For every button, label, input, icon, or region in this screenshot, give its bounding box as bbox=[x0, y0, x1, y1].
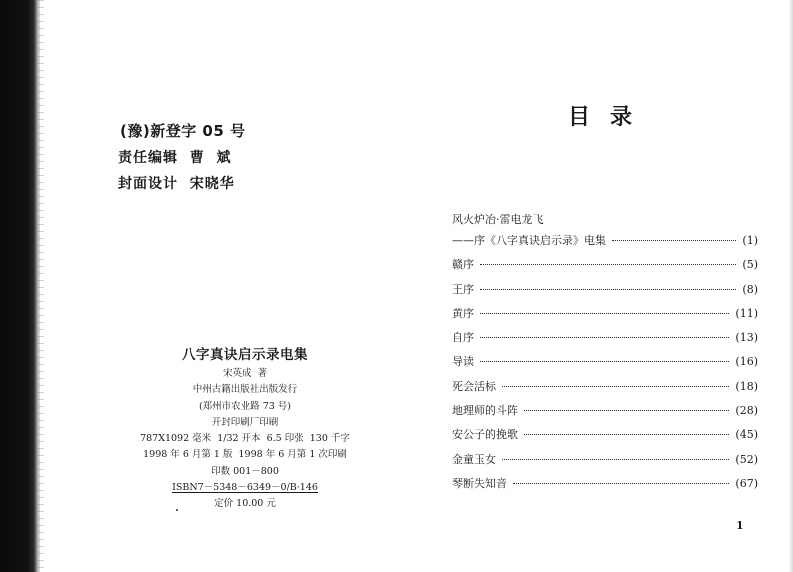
toc-entry[interactable] bbox=[452, 402, 758, 426]
dot-leader bbox=[524, 410, 729, 411]
page-number: 1 bbox=[736, 519, 744, 532]
price-line: 定价 10.00 元 bbox=[214, 498, 276, 510]
dot-leader bbox=[480, 313, 729, 314]
toc-entry-page: (18) bbox=[735, 379, 758, 393]
dot-leader bbox=[480, 289, 736, 290]
toc-entry[interactable] bbox=[452, 305, 758, 329]
toc-heading: 风火炉冶·雷电龙飞 bbox=[452, 213, 544, 226]
toc-entry-page: (5) bbox=[742, 258, 758, 272]
toc-entry-page: (45) bbox=[735, 428, 758, 442]
dot-leader bbox=[612, 240, 736, 241]
toc-entry-page: (67) bbox=[735, 476, 758, 490]
printer-line: 开封印刷厂印刷 bbox=[211, 416, 279, 428]
toc-entry-label: 王序 bbox=[452, 282, 474, 296]
scan-edge-noise bbox=[38, 0, 44, 572]
toc-entry[interactable] bbox=[452, 353, 758, 377]
imprint-credits bbox=[118, 120, 318, 193]
dot-leader bbox=[480, 264, 736, 265]
toc-entry-label: 死会活标 bbox=[452, 379, 496, 393]
page-edge-shadow bbox=[789, 0, 793, 572]
book-spine-shadow bbox=[0, 0, 40, 572]
colophon bbox=[120, 343, 370, 513]
toc-entry-label: 黄序 bbox=[452, 306, 474, 320]
toc-entry-page: (16) bbox=[735, 355, 758, 369]
toc-entry-label: 地理师的斗阵 bbox=[452, 404, 518, 418]
publisher-address: (郑州市农业路 73 号) bbox=[198, 400, 292, 412]
cover-designer-credit: 封面设计 宋晓华 bbox=[118, 176, 235, 192]
dot-leader bbox=[502, 386, 729, 387]
toc-entry-page: (11) bbox=[735, 306, 758, 320]
dot-leader bbox=[502, 459, 729, 460]
toc-entry-label: 琴断失知音 bbox=[452, 476, 507, 490]
toc-entry-label: ——序《八字真诀启示录》电集 bbox=[452, 234, 606, 247]
toc-entry[interactable] bbox=[452, 378, 758, 402]
print-run-line: 印数 001－800 bbox=[211, 465, 279, 477]
toc-entry[interactable] bbox=[452, 329, 758, 353]
format-line: 787X1092 毫米 1/32 开本 6.5 印张 130 千字 bbox=[140, 433, 350, 445]
registration-number: (豫)新登字 05 号 bbox=[120, 122, 246, 140]
toc-entry-label: 导读 bbox=[452, 355, 474, 369]
toc-entry[interactable] bbox=[452, 281, 758, 305]
toc-entry-page: (52) bbox=[735, 452, 758, 466]
scan-speck bbox=[176, 509, 178, 511]
dot-leader bbox=[480, 337, 729, 338]
dot-leader bbox=[480, 361, 729, 362]
publisher-line: 中州古籍出版社出版发行 bbox=[192, 384, 298, 396]
edition-line: 1998 年 6 月第 1 版 1998 年 6 月第 1 次印刷 bbox=[143, 449, 347, 461]
toc-entry[interactable] bbox=[452, 256, 758, 280]
toc-entry-page: (8) bbox=[742, 282, 758, 296]
toc-entry-page: (28) bbox=[735, 404, 758, 418]
toc-entry-label: 赣序 bbox=[452, 258, 474, 272]
toc-entry[interactable] bbox=[452, 426, 758, 450]
toc-entry-page: (1) bbox=[742, 234, 758, 247]
editor-credit: 责任编辑 曹 斌 bbox=[118, 150, 232, 166]
book-title: 八字真诀启示录电集 bbox=[182, 347, 308, 363]
toc-entry-label: 安公子的挽歌 bbox=[452, 428, 518, 442]
dot-leader bbox=[513, 483, 729, 484]
toc-entry-label: 自序 bbox=[452, 331, 474, 345]
toc-entry-page: (13) bbox=[735, 331, 758, 345]
author-line: 宋英成 著 bbox=[222, 368, 268, 379]
toc-entry-label: 金童玉女 bbox=[452, 452, 496, 466]
toc-entry[interactable] bbox=[452, 232, 758, 256]
toc-title: 目录 bbox=[568, 105, 653, 130]
toc-entry[interactable] bbox=[452, 475, 758, 499]
isbn-line: ISBN7－5348－6349－0/B·146 bbox=[172, 482, 318, 494]
toc-entry[interactable] bbox=[452, 451, 758, 475]
toc-list bbox=[452, 232, 758, 499]
dot-leader bbox=[524, 434, 729, 435]
